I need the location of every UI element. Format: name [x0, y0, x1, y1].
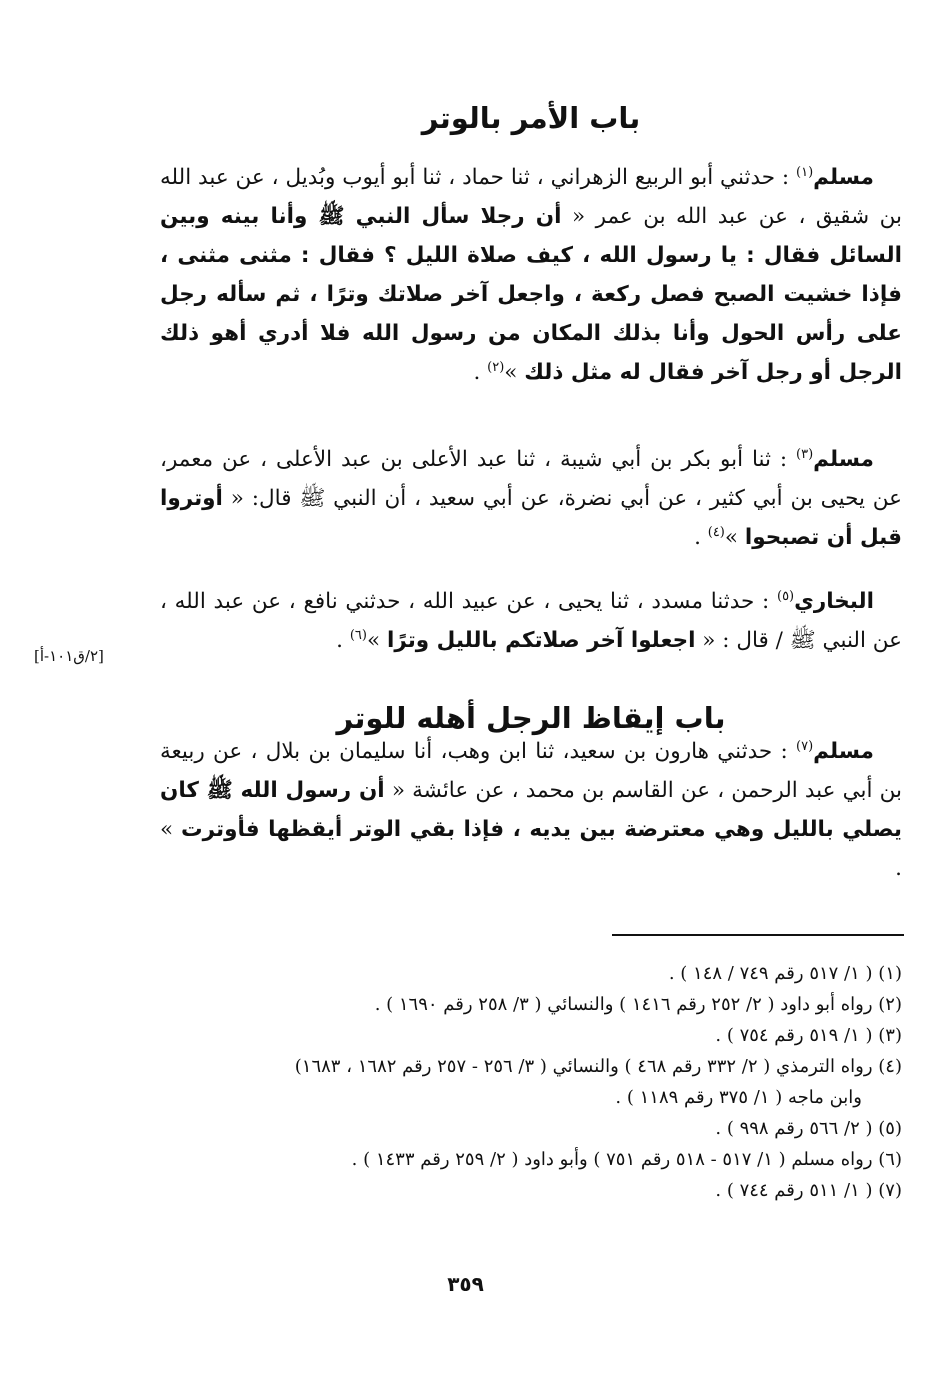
hadith-text: أن رجلا سأل النبي ﷺ وأنا بينه وبين السائل فقال : يا رسول الله ، كيف صلاة الليل ؟ فقال : مثنى مثنى ، فإذا خشيت الصبح فصل ركعة ، واجعل آخر صلاتك وترًا ، ثم سأله رجل على رأس الحول وأنا بذلك المكان من رسول الله فلا أدري أهو ذلك الرجل أو رجل آخر فقال له مثل ذلك: [160, 204, 902, 385]
footnote-ref: (٧): [796, 738, 814, 754]
period: .: [336, 628, 350, 653]
footnote-ref: (٥): [776, 588, 795, 604]
narrator-name: مسلم: [813, 447, 874, 472]
footnote: (٦) رواه مسلم ( ١/ ٥١٧ - ٥١٨ رقم ٧٥١ ) وأبو داود ( ٢/ ٢٥٩ رقم ١٤٣٣ ) .: [351, 1149, 902, 1170]
isnad-text: : حدثنا مسدد ، ثنا يحيى ، عن عبيد الله ، حدثني نافع ، عن عبد الله ، عن النبي ﷺ / قال : «: [160, 589, 902, 653]
footnote-continuation: وابن ماجه ( ١/ ٣٧٥ رقم ١١٨٩ ) .: [615, 1087, 862, 1108]
hadith-text: أوتروا قبل أن تصبحوا: [160, 486, 902, 550]
chapter-heading: باب إيقاظ الرجل أهله للوتر: [336, 701, 726, 735]
footnote: (٥) ( ٢/ ٥٦٦ رقم ٩٩٨ ) .: [715, 1118, 902, 1139]
hadith-paragraph: [160, 582, 902, 660]
footnote: (٧) ( ١/ ٥١١ رقم ٧٤٤ ) .: [715, 1180, 902, 1201]
footnote-ref: (٣): [796, 446, 814, 462]
footnote-ref: (٦): [349, 627, 367, 643]
hadith-paragraph: [160, 732, 902, 888]
period: .: [694, 525, 708, 550]
footnotes: [130, 958, 902, 1206]
footnote-ref: (٢): [487, 359, 505, 375]
quote-close: »: [724, 525, 745, 550]
footnote-ref: (١): [796, 164, 814, 180]
narrator-name: مسلم: [813, 165, 874, 190]
footnote: (٤) رواه الترمذي ( ٢/ ٣٣٢ رقم ٤٦٨ ) والنسائي ( ٣/ ٢٥٦ - ٢٥٧ رقم ١٦٨٢ ، ١٦٨٣): [294, 1056, 902, 1077]
narrator-name: البخاري: [794, 589, 874, 614]
isnad-text: : حدثني أبو الربيع الزهراني ، ثنا حماد ، ثنا أبو أيوب وبُديل ، عن عبد الله بن شقيق ، عن عبد الله بن عمر «: [160, 165, 902, 229]
footnote-divider: [612, 934, 904, 936]
quote-close: »: [504, 360, 525, 385]
narrator-name: مسلم: [813, 739, 874, 764]
footnote-ref: (٤): [707, 524, 725, 540]
hadith-text: اجعلوا آخر صلاتكم بالليل وترًا: [386, 628, 696, 653]
chapter-heading: باب الأمر بالوتر: [421, 101, 641, 135]
quote-close: »: [366, 628, 387, 653]
isnad-text: : حدثني هارون بن سعيد، ثنا ابن وهب، أنا سليمان بن بلال ، عن ربيعة بن أبي عبد الرحمن ، عن القاسم بن محمد ، عن عائشة «: [160, 739, 902, 803]
manuscript-folio-ref: [٢/ق١٠١-أ]: [34, 647, 104, 665]
hadith-paragraph: [160, 158, 902, 392]
footnote: (١) ( ١/ ٥١٧ رقم ٧٤٩ / ١٤٨ ) .: [668, 963, 902, 984]
period: .: [473, 360, 488, 385]
footnote: (٢) رواه أبو داود ( ٢/ ٢٥٢ رقم ١٤١٦ ) والنسائي ( ٣/ ٢٥٨ رقم ١٦٩٠ ) .: [374, 994, 902, 1015]
isnad-text: : ثنا أبو بكر بن أبي شيبة ، ثنا عبد الأعلى بن عبد الأعلى ، عن معمر، عن يحيى بن أبي كثير ، عن أبي نضرة، عن أبي سعيد ، أن النبي ﷺ قال: «: [160, 447, 902, 511]
footnote: (٣) ( ١/ ٥١٩ رقم ٧٥٤ ) .: [715, 1025, 902, 1046]
quote-close: » .: [160, 817, 902, 881]
hadith-paragraph: [160, 440, 902, 557]
hadith-text: أن رسول الله ﷺ كان يصلي بالليل وهي معترضة بين يديه ، فإذا بقي الوتر أيقظها فأوترت: [160, 778, 902, 842]
page-number: ٣٥٩: [447, 1272, 484, 1296]
